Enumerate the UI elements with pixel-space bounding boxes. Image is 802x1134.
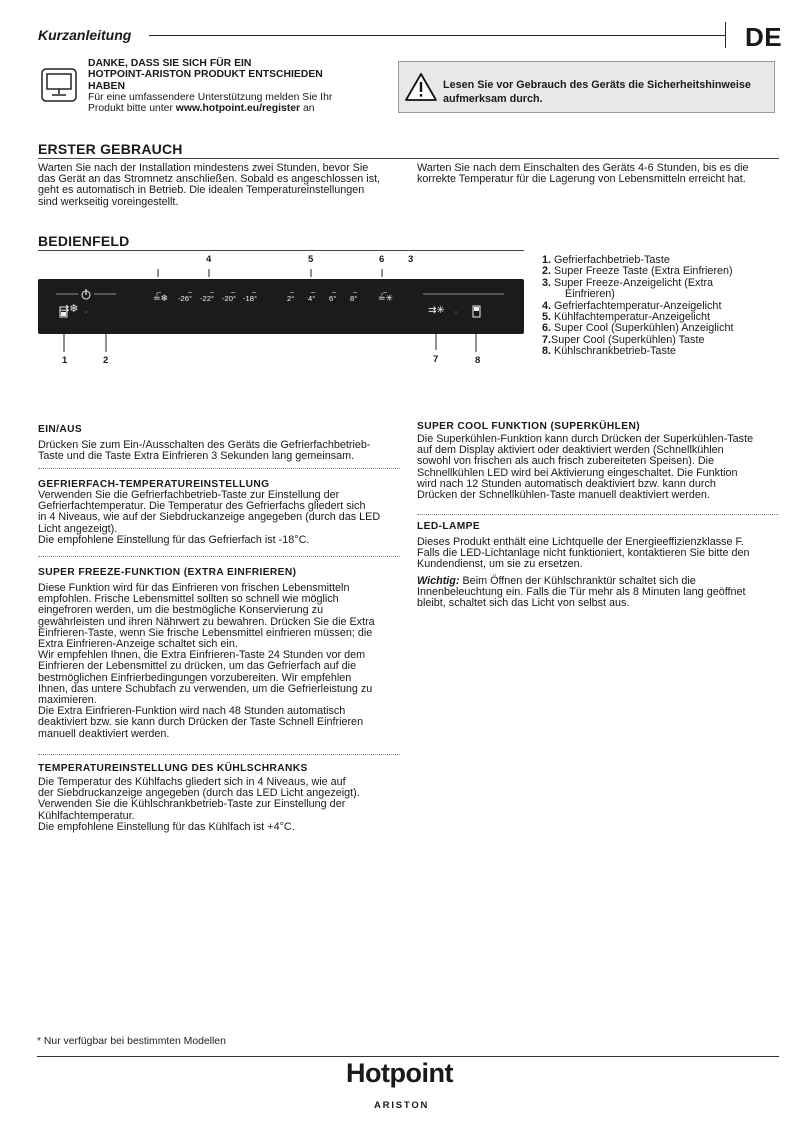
callout-8: 8	[475, 355, 481, 366]
text-line: der Siebdruckanzeige angegeben (durch das LED Licht angezeigt).	[38, 787, 360, 800]
thanks-line-5-pre: Produkt bitte unter	[88, 103, 176, 115]
gefrier-heading: GEFRIERFACH-TEMPERATUREINSTELLUNG	[38, 479, 270, 490]
text-line: Die Temperatur des Kühlfachs gliedert sich in 4 Niveaus, wie auf	[38, 776, 346, 788]
text-line: in 4 Niveaus, wie auf der Siebdruckanzeige angegeben (durch das LED	[38, 511, 381, 524]
text-line: sowohl von frischen als auch frisch zubereiteten Speisen). Die	[417, 455, 715, 468]
text-line: Warten Sie nach der Installation mindestens zwei Stunden, bevor Sie	[38, 162, 369, 174]
text-line: empfohlen. Frische Lebensmittel sollten so schnell wie möglich	[38, 593, 339, 606]
section-divider	[38, 468, 400, 469]
super-freeze-indicator-icon: ≟❄	[153, 293, 169, 303]
text-line: Die empfohlene Einstellung für das Kühlfach ist +4°C.	[38, 820, 295, 833]
legend-num: 8.	[542, 345, 552, 358]
control-panel-heading: BEDIENFELD	[38, 233, 130, 249]
thanks-block	[88, 58, 388, 114]
super-freeze-text	[38, 583, 408, 740]
header-rule	[149, 35, 725, 36]
important-label: Wichtig:	[417, 574, 460, 587]
text-line: gewährleisten und ihren Nährwert zu bewahren. Drücken Sie die Extra	[38, 615, 375, 628]
text-line: Einfrieren der Lebensmittel zu drücken, um das Gefrierfach auf die	[38, 660, 357, 673]
ein-aus-heading: EIN/AUS	[38, 424, 83, 435]
text-line: Beim Öffnen der Kühlschranktür schaltet sich die	[459, 574, 696, 587]
legend-num: 7.	[542, 333, 552, 346]
text-line: Die Extra Einfrieren-Funktion wird nach 48 Stunden automatisch	[38, 705, 346, 718]
super-freeze-button-icon[interactable]: ⇉❄	[60, 303, 79, 315]
text-line: Innenbeleuchtung ein. Falls die Tür mehr als 8 Minuten lang geöffnet	[417, 585, 746, 598]
text-line: Kühlfachtemperatur.	[38, 809, 135, 822]
text-line: Die Superkühlen-Funktion kann durch Drücken der Superkühlen-Taste	[417, 433, 754, 445]
text-line: Drücken der Schnellkühlen-Taste manuell deaktiviert werden.	[417, 489, 710, 502]
thanks-line-5-post: an	[300, 103, 315, 115]
text-line: Einfrieren-Taste, wenn Sie frische Lebensmittel einfrieren müssen; die	[38, 626, 373, 639]
header-rule-end	[725, 22, 726, 48]
section-divider	[38, 556, 400, 557]
fridge-temp-1: 2°	[287, 294, 295, 303]
legend-num: 3.	[542, 276, 552, 289]
text-line: Taste und die Taste Extra Einfrieren 3 Sekunden lang gemeinsam.	[38, 450, 355, 463]
footer-rule	[37, 1056, 779, 1057]
text-line: maximieren.	[38, 694, 97, 707]
fridge-temp-2: 4°	[308, 294, 316, 303]
legend-num: 5.	[542, 311, 552, 324]
legend-text: Gefrierfachbetrieb-Taste	[554, 254, 670, 266]
freezer-temp-2: -22°	[200, 294, 215, 303]
section-divider	[38, 754, 400, 755]
text-line: Extra Einfrieren-Anzeige schaltet sich ein.	[38, 638, 238, 651]
text-line: bestmöglichen Einfrierbedingungen vorzubereiten. Wir empfehlen	[38, 671, 352, 684]
legend-text: Super Freeze Taste (Extra Einfrieren)	[554, 265, 733, 278]
text-line: eingefroren werden, um die bestmögliche Konservierung zu	[38, 604, 324, 617]
callout-7: 7	[433, 354, 439, 365]
text-line: Die empfohlene Einstellung für das Gefrierfach ist -18°C.	[38, 533, 310, 546]
thanks-line-4: Für eine umfassendere Unterstützung melden Sie Ihr	[88, 91, 333, 103]
callout-5: 5	[308, 254, 314, 265]
text-line: Ihnen, das untere Schubfach zu verwenden, um die Gefrierleistung zu	[38, 682, 373, 695]
text-line: manuell deaktiviert werden.	[38, 727, 170, 740]
legend-text: Gefrierfachtemperatur-Anzeigelicht	[554, 299, 722, 312]
callout-2: 2	[103, 355, 109, 366]
footnote: * Nur verfügbar bei bestimmten Modellen	[37, 1036, 226, 1047]
legend-text: Einfrieren)	[565, 288, 615, 301]
control-panel-rule	[38, 250, 524, 251]
legend-num: 4.	[542, 299, 552, 312]
text-line: wird nach 12 Stunden automatisch deaktiviert bzw. kann durch	[417, 477, 716, 490]
warning-line-1: Lesen Sie vor Gebrauch des Geräts die Sicherheitshinweise	[443, 79, 751, 91]
thanks-line-3: HABEN	[88, 80, 125, 92]
ein-aus-text	[38, 440, 408, 462]
legend-text: Super Freeze-Anzeigelicht (Extra	[554, 276, 714, 289]
text-line: auf dem Display aktiviert oder deaktiviert werden (Schnellkühlen	[417, 444, 724, 457]
legend-num: 2.	[542, 265, 552, 278]
text-line: bleibt, schaltet sich das Licht von selbst aus.	[417, 597, 630, 610]
control-panel-graphics	[38, 279, 524, 334]
callout-3: 3	[408, 254, 414, 265]
text-line: das Gerät an das Stromnetz anschließen. Sobald es angeschlossen ist,	[38, 173, 381, 186]
control-panel-legend	[542, 255, 782, 358]
legend-item	[542, 346, 782, 357]
super-cool-button-icon[interactable]: ⇉✳	[428, 305, 445, 316]
section-divider	[417, 514, 779, 515]
super-cool-heading: SUPER COOL FUNKTION (SUPERKÜHLEN)	[417, 421, 640, 432]
legend-num: 6.	[542, 322, 552, 335]
first-use-heading: ERSTER GEBRAUCH	[38, 141, 183, 157]
ariston-logo: ARISTON	[374, 1100, 430, 1111]
document-title: Kurzanleitung	[38, 27, 132, 43]
text-line: Gefrierfachtemperatur. Die Temperatur des Gefrierfachs gliedert sich	[38, 500, 366, 513]
callout-1: 1	[62, 355, 68, 366]
kuehl-heading: TEMPERATUREINSTELLUNG DES KÜHLSCHRANKS	[38, 763, 308, 774]
first-use-right-text	[417, 163, 782, 185]
text-line: Verwenden Sie die Kühlschrankbetrieb-Taste zur Einstellung der	[38, 798, 346, 811]
text-line: Drücken Sie zum Ein-/Ausschalten des Geräts die Gefrierfachbetrieb-	[38, 439, 371, 451]
led-heading: LED-LAMPE	[417, 521, 481, 532]
text-line: Falls die LED-Lichtanlage nicht funktioniert, kontaktieren Sie bitte den	[417, 547, 750, 560]
text-line: sind werkseitig voreingestellt.	[38, 195, 179, 208]
legend-text: Kühlfachtemperatur-Anzeigelicht	[554, 311, 711, 324]
kuehl-text	[38, 777, 408, 833]
text-line: geht es automatisch in Betrieb. Die idealen Temperatureinstellungen	[38, 184, 365, 197]
text-line: Wir empfehlen Ihnen, die Extra Einfrieren-Taste 24 Stunden vor dem	[38, 649, 366, 662]
super-cool-text	[417, 434, 782, 501]
thanks-line-1: DANKE, DASS SIE SICH FÜR EIN	[88, 58, 252, 69]
text-line: Kundendienst, um sie zu ersetzen.	[417, 558, 583, 571]
hotpoint-logo: Hotpoint	[346, 1058, 453, 1088]
warning-triangle-icon	[404, 72, 438, 102]
freezer-temp-3: -20°	[222, 294, 237, 303]
text-line: Verwenden Sie die Gefrierfachbetrieb-Taste zur Einstellung der	[38, 489, 340, 501]
register-link[interactable]: www.hotpoint.eu/register	[175, 103, 301, 115]
legend-num: 1.	[542, 254, 552, 266]
legend-text: Kühlschrankbetrieb-Taste	[554, 345, 676, 358]
warning-line-2: aufmerksam durch.	[443, 92, 543, 105]
thanks-line-2: HOTPOINT-ARISTON PRODUKT ENTSCHIEDEN	[88, 69, 323, 81]
callout-4: 4	[206, 254, 212, 265]
first-use-left-text	[38, 163, 408, 208]
fridge-temp-4: 8°	[350, 294, 358, 303]
text-line: Schnellkühlen LED wird bei Aktivierung eingeschaltet. Die Funktion	[417, 466, 738, 479]
led-text	[417, 537, 782, 609]
text-line: Dieses Produkt enthält eine Lichtquelle der Energieeffizienzklasse F.	[417, 536, 744, 548]
text-line: deaktiviert bzw. sie kann durch Drücken der Taste Schnell Einfrieren	[38, 716, 364, 729]
super-cool-indicator-icon: ≟✳	[378, 293, 394, 303]
legend-text: Super Cool (Superkühlen) Taste	[551, 333, 705, 346]
text-line: korrekte Temperatur für die Lagerung von Lebensmitteln erreicht hat.	[417, 173, 746, 186]
callout-6: 6	[379, 254, 385, 265]
legend-text: Super Cool (Superkühlen) Anzeiglicht	[554, 322, 734, 335]
text-line: Diese Funktion wird für das Einfrieren von frischen Lebensmitteln	[38, 582, 350, 594]
text-line: Warten Sie nach dem Einschalten des Geräts 4-6 Stunden, bis es die	[417, 162, 749, 174]
super-freeze-heading: SUPER FREEZE-FUNKTION (EXTRA EINFRIEREN)	[38, 567, 297, 578]
freezer-temp-4: -18°	[243, 294, 258, 303]
text-line: Licht angezeigt).	[38, 522, 118, 535]
monitor-icon	[41, 68, 77, 102]
first-use-rule	[38, 158, 779, 159]
fridge-temp-3: 6°	[329, 294, 337, 303]
safety-warning-text	[443, 79, 763, 106]
language-code: DE	[745, 22, 783, 52]
freezer-temp-1: -26°	[178, 294, 193, 303]
gefrier-text	[38, 490, 408, 546]
